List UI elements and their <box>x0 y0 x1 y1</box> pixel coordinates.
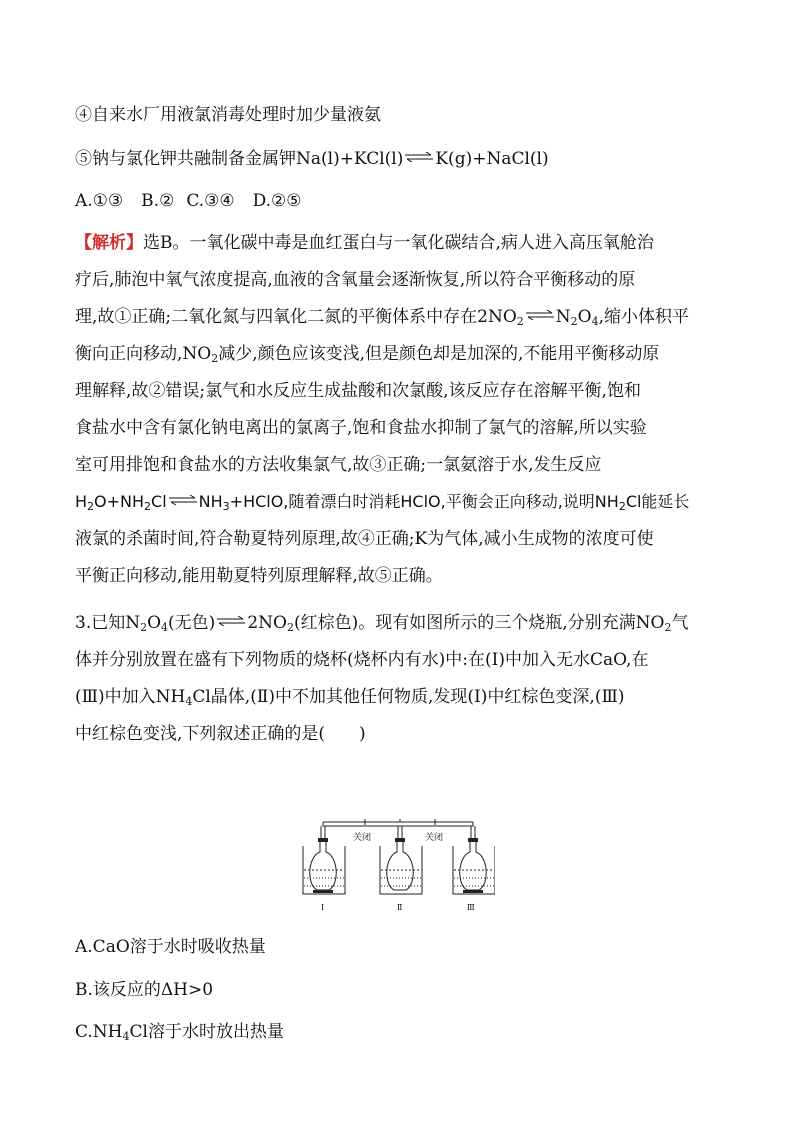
analysis-text: 理,故①正确;二氧化氮与四氧化二氮的平衡体系中存在 <box>75 307 478 327</box>
analysis-text: 衡向正向移动,NO <box>75 344 212 364</box>
item-5-products: K(g)+NaCl(l) <box>435 149 549 169</box>
formula: O+NH <box>94 492 145 511</box>
formula: H <box>75 492 88 511</box>
analysis-line-4 <box>75 343 659 370</box>
equilibrium-arrow-icon <box>404 152 434 162</box>
formula: O <box>577 307 592 327</box>
formula: Cl <box>151 492 167 511</box>
flask-label-3: Ⅲ <box>467 903 475 912</box>
item-5-reactants: Na(l)+KCl(l) <box>296 149 404 169</box>
subscript: 4 <box>185 695 193 708</box>
q3-option-b: B.该反应的ΔH>0 <box>75 980 214 1000</box>
q2-option-a: A.①③ <box>75 191 124 211</box>
analysis-line-8 <box>75 491 689 518</box>
flask-3 <box>460 840 486 890</box>
analysis-line-7: 室可用排饱和食盐水的方法收集氯气,故③正确;一氯氨溶于水,发生反应 <box>75 455 602 475</box>
q2-option-c: C.③④ <box>186 191 235 211</box>
formula: N <box>555 307 571 327</box>
closed-label-1: 关闭 <box>353 833 372 843</box>
flask-necks <box>321 826 475 840</box>
analysis-line-2: 疗后,肺泡中氧气浓度提高,血液的含氧量会逐渐恢复,所以符合平衡移动的原 <box>75 270 636 290</box>
flask-label-1: Ⅰ <box>321 903 325 912</box>
analysis-text: Cl能延长 <box>625 492 690 511</box>
analysis-line-3 <box>75 306 689 333</box>
solid-1 <box>313 890 333 893</box>
subscript: 4 <box>591 315 599 328</box>
subscript: 2 <box>570 315 578 328</box>
q2-options <box>75 190 302 212</box>
flask-1 <box>310 840 336 890</box>
q3-line-3 <box>75 686 624 713</box>
formula: 2NO <box>477 307 517 327</box>
flask-label-2: Ⅱ <box>397 903 403 912</box>
solid-3 <box>463 890 483 893</box>
q3-text: (红棕色)。现有如图所示的三个烧瓶,分别充满NO <box>293 613 665 633</box>
equilibrium-arrow-icon <box>525 310 555 320</box>
three-flask-apparatus-diagram <box>295 812 495 916</box>
q3-option-text: C.NH <box>75 1022 123 1042</box>
analysis-line-6: 食盐水中含有氯化钠电离出的氯离子,饱和食盐水抑制了氯气的溶解,所以实验 <box>75 418 647 438</box>
subscript: 2 <box>286 621 294 634</box>
subscript: 2 <box>211 352 219 365</box>
q2-option-d: D.②⑤ <box>252 191 302 211</box>
analysis-text: 选B。一氧化碳中毒是血红蛋白与一氧化碳结合,病人进入高压氧舱治 <box>143 233 654 253</box>
analysis-tag: 【解析】 <box>75 233 143 253</box>
q3-text: 气 <box>671 613 689 633</box>
item-5 <box>75 148 549 170</box>
analysis-line-10: 平衡正向移动,能用勒夏特列原理解释,故⑤正确。 <box>75 566 443 586</box>
analysis-text: 减少,颜色应该变浅,但是颜色却是加深的,不能用平衡移动原 <box>218 344 660 364</box>
item-5-text: ⑤钠与氯化钾共融制备金属钾 <box>75 149 296 169</box>
subscript: 2 <box>618 500 626 513</box>
q3-line-1 <box>75 612 688 639</box>
q2-option-b: B.② <box>141 191 175 211</box>
stopper-2 <box>395 838 405 842</box>
subscript: 2 <box>664 621 672 634</box>
formula: O <box>147 613 162 633</box>
q3-option-text: Cl溶于水时放出热量 <box>129 1022 284 1042</box>
q3-text: 3.已知N <box>75 613 141 633</box>
subscript: 2 <box>140 621 148 634</box>
subscript: 4 <box>122 1030 130 1043</box>
equilibrium-arrow-icon <box>216 616 246 626</box>
subscript: 2 <box>144 500 152 513</box>
formula: 2NO <box>247 613 287 633</box>
analysis-text: +HClO,随着漂白时消耗HClO,平衡会正向移动,说明NH <box>229 492 619 511</box>
analysis-text: ,缩小体积平 <box>598 307 689 327</box>
closed-label-2: 关闭 <box>425 833 444 843</box>
q3-option-a: A.CaO溶于水时吸收热量 <box>75 937 266 957</box>
q3-option-c <box>75 1021 284 1048</box>
water-hatching <box>304 878 494 886</box>
stopper-3 <box>468 838 478 842</box>
q3-text: Cl晶体,(Ⅱ)中不加其他任何物质,发现(Ⅰ)中红棕色变深,(Ⅲ) <box>192 687 625 707</box>
q3-line-4: 中红棕色变浅,下列叙述正确的是( ) <box>75 724 366 744</box>
equilibrium-arrow-icon <box>168 495 198 505</box>
subscript: 2 <box>87 500 95 513</box>
q3-text: (无色) <box>168 613 216 633</box>
flask-2 <box>387 840 413 890</box>
formula: NH <box>198 492 223 511</box>
subscript: 4 <box>161 621 169 634</box>
analysis-line-9: 液氯的杀菌时间,符合勒夏特列原理,故④正确;K为气体,减小生成物的浓度可使 <box>75 529 654 549</box>
connecting-tube <box>323 822 473 826</box>
q3-line-2: 体并分别放置在盛有下列物质的烧杯(烧杯内有水)中:在(Ⅰ)中加入无水CaO,在 <box>75 650 649 670</box>
analysis-line-1 <box>75 232 654 254</box>
subscript: 2 <box>516 315 524 328</box>
analysis-line-5: 理解释,故②错误;氯气和水反应生成盐酸和次氯酸,该反应存在溶解平衡,饱和 <box>75 381 641 401</box>
item-4: ④自来水厂用液氯消毒处理时加少量液氨 <box>75 105 381 125</box>
stopper-1 <box>318 838 328 842</box>
q3-text: (Ⅲ)中加入NH <box>75 687 186 707</box>
subscript: 3 <box>222 500 230 513</box>
